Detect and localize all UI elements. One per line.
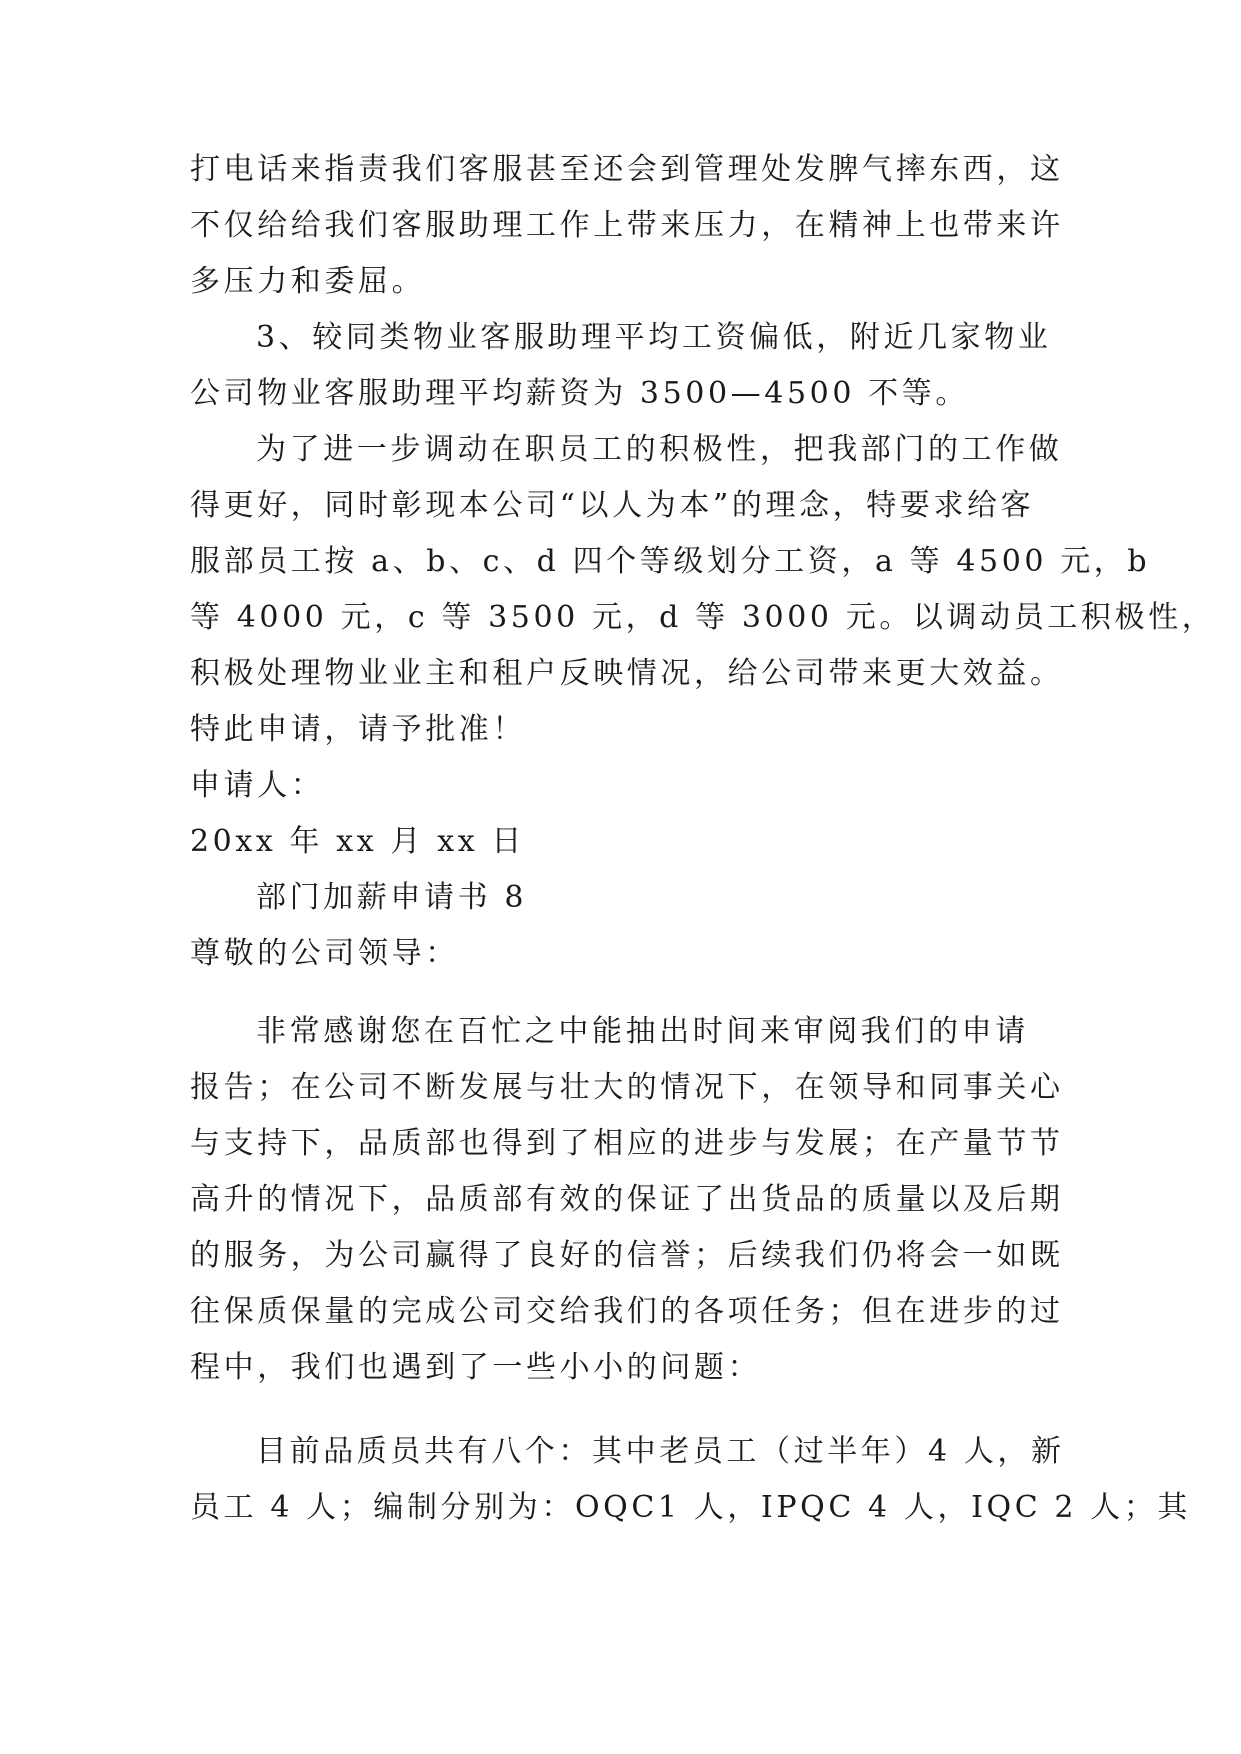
text-line: 积极处理物业业主和租户反映情况，给公司带来更大效益。 <box>190 656 1064 691</box>
text-line: 的服务，为公司赢得了良好的信誉；后续我们仍将会一如既 <box>190 1238 1064 1273</box>
date-line: 20xx 年 xx 月 xx 日 <box>190 824 525 859</box>
text-line: 程中，我们也遇到了一些小小的问题： <box>190 1350 762 1385</box>
text-line: 不仅给给我们客服助理工作上带来压力，在精神上也带来许 <box>190 208 1064 243</box>
text-line: 特此申请，请予批准！ <box>190 712 526 747</box>
text-line: 3、较同类物业客服助理平均工资偏低，附近几家物业 <box>256 320 1052 355</box>
text-line: 与支持下，品质部也得到了相应的进步与发展；在产量节节 <box>190 1126 1064 1161</box>
text-line: 高升的情况下，品质部有效的保证了出货品的质量以及后期 <box>190 1182 1064 1217</box>
salutation: 尊敬的公司领导： <box>190 936 459 971</box>
text-line: 报告；在公司不断发展与壮大的情况下，在领导和同事关心 <box>190 1070 1064 1105</box>
text-line: 打电话来指责我们客服甚至还会到管理处发脾气摔东西，这 <box>190 152 1064 187</box>
text-line: 为了进一步调动在职员工的积极性，把我部门的工作做 <box>256 432 1063 467</box>
text-line: 往保质保量的完成公司交给我们的各项任务；但在进步的过 <box>190 1294 1064 1329</box>
text-line: 员工 4 人；编制分别为：OQC1 人，IPQC 4 人，IQC 2 人；其 <box>190 1490 1192 1525</box>
section-title: 部门加薪申请书 8 <box>256 880 528 915</box>
text-line: 得更好，同时彰现本公司“以人为本”的理念，特要求给客 <box>190 488 1035 523</box>
text-line: 多压力和委屈。 <box>190 264 426 299</box>
text-line: 非常感谢您在百忙之中能抽出时间来审阅我们的申请 <box>256 1014 1029 1049</box>
text-line: 等 4000 元，c 等 3500 元，d 等 3000 元。以调动员工积极性， <box>190 600 1216 635</box>
text-line: 目前品质员共有八个：其中老员工（过半年）4 人，新 <box>256 1434 1065 1469</box>
text-line: 服部员工按 a、b、c、d 四个等级划分工资，a 等 4500 元，b <box>190 544 1151 579</box>
applicant-label: 申请人： <box>190 768 325 803</box>
text-line: 公司物业客服助理平均薪资为 3500—4500 不等。 <box>190 376 969 411</box>
